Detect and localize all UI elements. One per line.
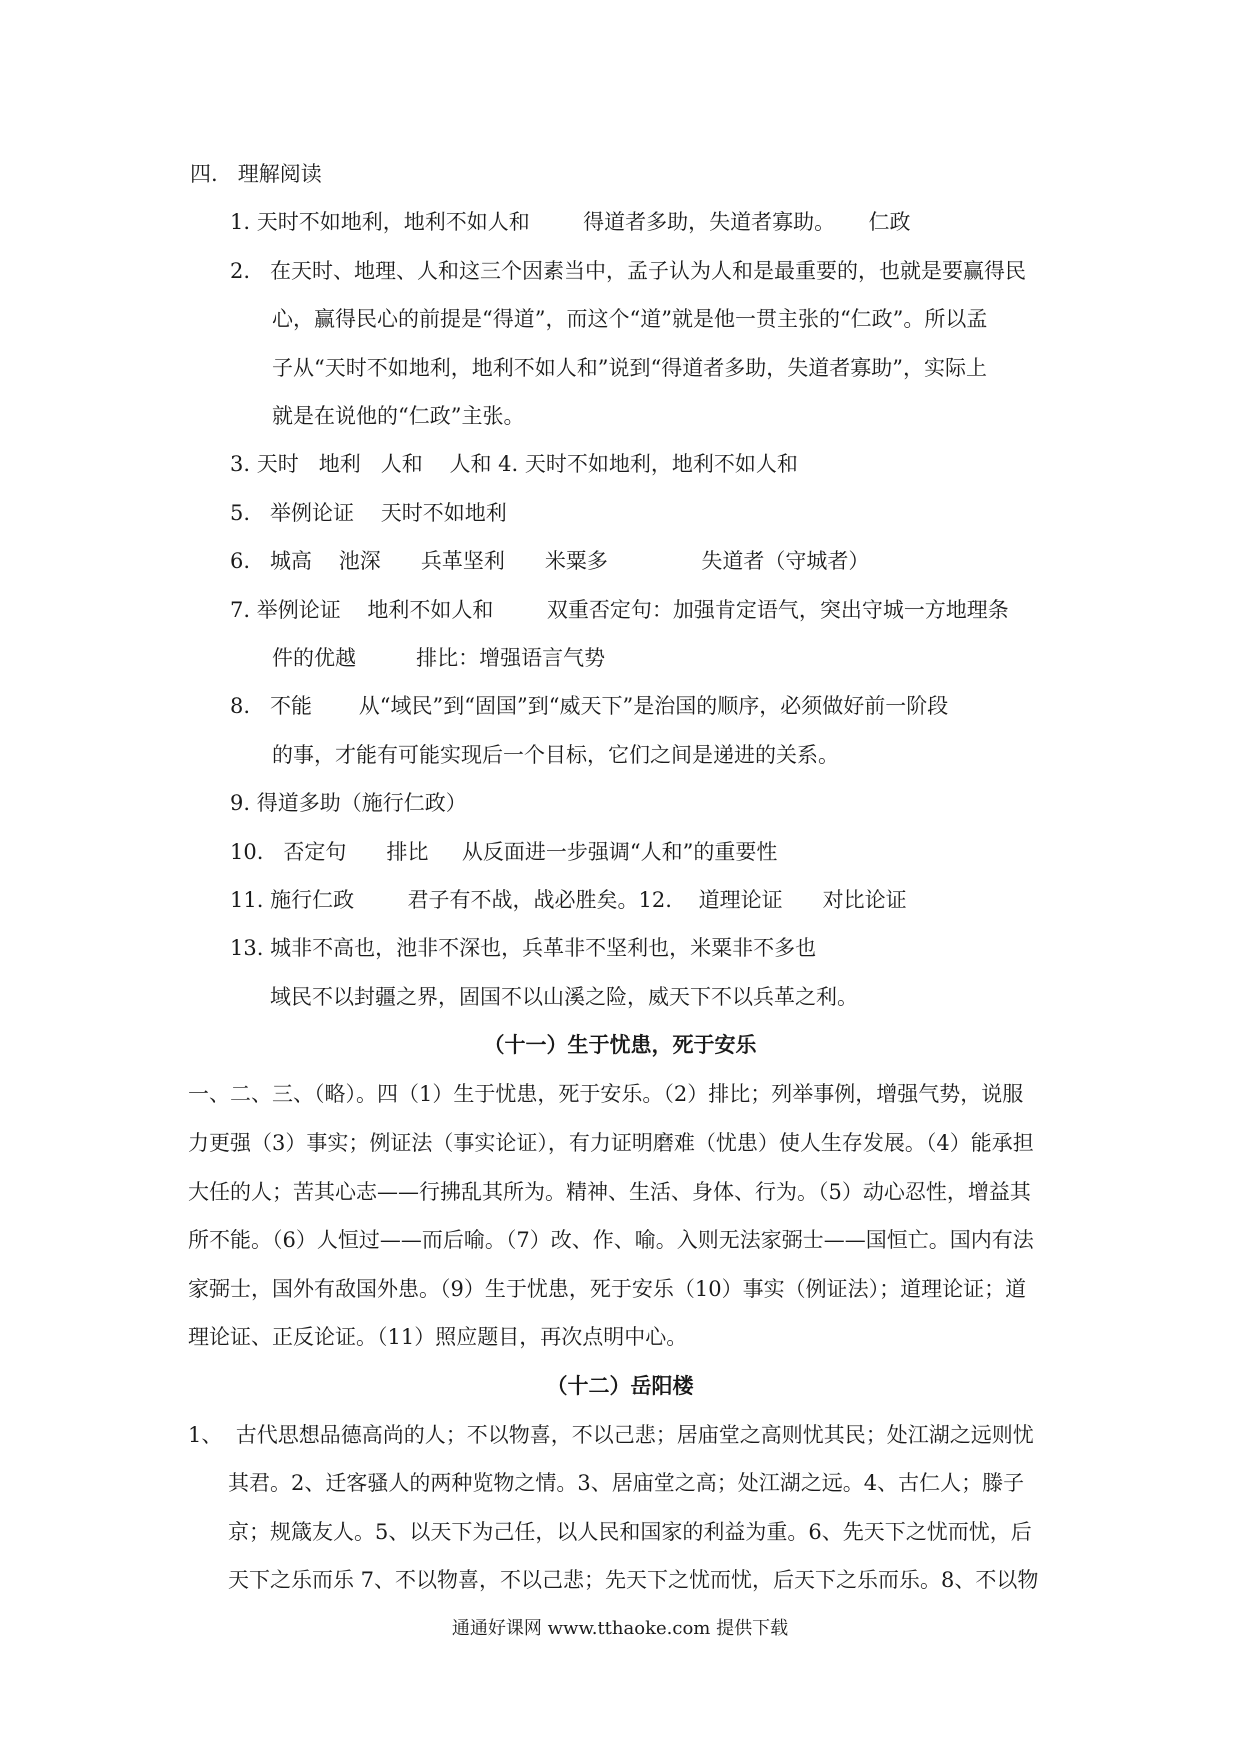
- paragraph-line: 理论证、正反论证。（11）照应题目，再次点明中心。: [188, 1325, 688, 1349]
- paragraph-line: 大任的人；苦其心志——行拂乱其所为。精神、生活、身体、行为。（5）动心忍性，增益其: [188, 1180, 1031, 1204]
- answer-line: 3. 天时 地利 人和 人和 4. 天时不如地利，地利不如人和: [230, 452, 798, 476]
- answer-line: 5. 举例论证 天时不如地利: [230, 501, 507, 525]
- answer-line: 10. 否定句 排比 从反面进一步强调“人和”的重要性: [230, 840, 778, 864]
- lesson-title: （十一）生于忧患，死于安乐: [483, 1032, 757, 1057]
- paragraph-line: 一、二、三、（略）。四（1）生于忧患，死于安乐。（2）排比；列举事例，增强气势，说服: [188, 1082, 1024, 1106]
- answer-line: 11. 施行仁政 君子有不战，战必胜矣。12. 道理论证 对比论证: [230, 888, 907, 912]
- answer-line: 域民不以封疆之界，固国不以山溪之险，威天下不以兵革之利。: [270, 985, 858, 1009]
- paragraph-line: 所不能。（6）人恒过——而后喻。（7）改、作、喻。入则无法家弼士——国恒亡。国内有法: [188, 1228, 1034, 1252]
- answer-line: 子从“天时不如地利，地利不如人和”说到“得道者多助，失道者寡助”，实际上: [272, 356, 987, 380]
- answer-line: 的事，才能有可能实现后一个目标，它们之间是递进的关系。: [272, 743, 839, 767]
- answer-line: 13. 城非不高也，池非不深也，兵革非不坚利也，米粟非不多也: [230, 936, 817, 960]
- paragraph-line: 京；规箴友人。5、以天下为己任，以人民和国家的利益为重。6、先天下之忧而忧，后: [228, 1520, 1032, 1544]
- paragraph-line: 其君。2、迁客骚人的两种览物之情。3、居庙堂之高；处江湖之远。4、古仁人；滕子: [228, 1471, 1025, 1495]
- answer-line: 1. 天时不如地利，地利不如人和 得道者多助，失道者寡助。 仁政: [230, 210, 911, 234]
- answer-line: 件的优越 排比：增强语言气势: [272, 646, 606, 670]
- paragraph-line: 力更强（3）事实；例证法（事实论证），有力证明磨难（忧患）使人生存发展。（4）能承担: [188, 1131, 1034, 1155]
- page-footer: 通通好课网 www.tthaoke.com 提供下载: [451, 1618, 789, 1639]
- paragraph-line: 天下之乐而乐 7、不以物喜，不以己悲；先天下之忧而忧，后天下之乐而乐。8、不以物: [228, 1568, 1039, 1592]
- answer-line: 6. 城高 池深 兵革坚利 米粟多 失道者（守城者）: [230, 549, 870, 573]
- answer-line: 8. 不能 从“域民”到“固国”到“威天下”是治国的顺序，必须做好前一阶段: [230, 694, 949, 718]
- paragraph-line: 家弼士，国外有敌国外患。（9）生于忧患，死于安乐（10）事实（例证法）；道理论证；道: [188, 1277, 1027, 1301]
- answer-line: 心，赢得民心的前提是“得道”，而这个“道”就是他一贯主张的“仁政”。所以孟: [272, 307, 988, 331]
- paragraph-line: 1、 古代思想品德高尚的人；不以物喜，不以己悲；居庙堂之高则忧其民；处江湖之远则忧: [188, 1423, 1034, 1447]
- section-heading: 四. 理解阅读: [190, 162, 322, 186]
- answer-line: 就是在说他的“仁政”主张。: [272, 404, 525, 428]
- answer-line: 9. 得道多助（施行仁政）: [230, 791, 467, 815]
- lesson-title: （十二）岳阳楼: [546, 1373, 694, 1398]
- answer-line: 7. 举例论证 地利不如人和 双重否定句：加强肯定语气，突出守城一方地理条: [230, 598, 1009, 622]
- answer-line: 2. 在天时、地理、人和这三个因素当中，孟子认为人和是最重要的，也就是要赢得民: [230, 259, 1027, 283]
